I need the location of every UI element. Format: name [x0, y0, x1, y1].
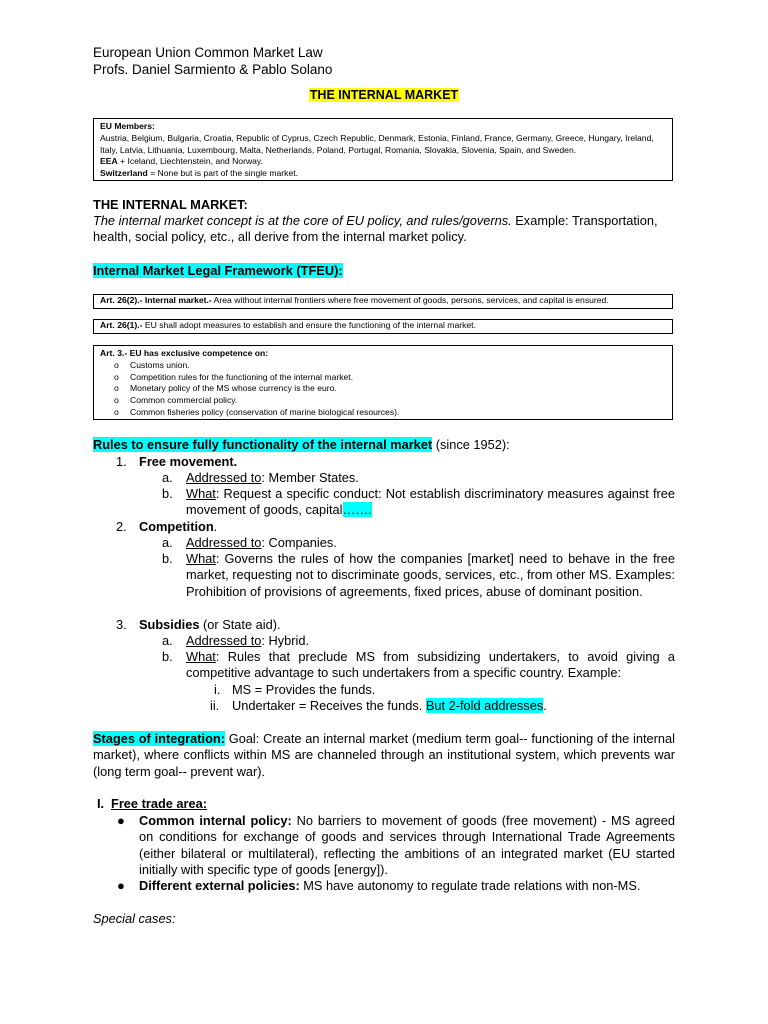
- letter-b: b.: [162, 649, 173, 664]
- letter-b: b.: [162, 486, 173, 501]
- what-text: What: Rules that preclude MS from subsidizing undertakers, to avoid giving a competitive advantage to such undertakers from a specific country. Example:: [186, 649, 675, 681]
- list-item: o Common commercial policy.: [100, 395, 666, 407]
- art-26-2-box: Art. 26(2).- Internal market.- Area without internal frontiers where free movement of goods, persons, services, and capital is ensured.: [93, 294, 673, 309]
- art-3-box: [93, 345, 673, 420]
- framework-heading: Internal Market Legal Framework (TFEU):: [93, 263, 343, 278]
- sub-item-ii: Undertaker = Receives the funds. But 2-fold addresses.: [232, 698, 547, 713]
- switzerland-label: Switzerland: [100, 168, 148, 179]
- list-item: o Competition rules for the functioning of the internal market.: [100, 372, 666, 384]
- addressed-to: Addressed to: Member States.: [186, 470, 359, 485]
- intro-heading: THE INTERNAL MARKET:: [93, 197, 248, 212]
- switzerland-text: = None but is part of the single market.: [147, 168, 298, 179]
- course-title: European Union Common Market Law: [93, 45, 323, 60]
- letter-a: a.: [162, 633, 173, 648]
- list-item: o Customs union.: [100, 360, 666, 372]
- bullet-common-internal-policy: ● Common internal policy: No barriers to movement of goods (free movement) - MS agreed on conditions for exchange of goods and services through International Trade Agreements (either bilateral or multilateral), reflecting the ambitions of an integrated market (EU started initially with specific type of goods [energy]).: [117, 813, 675, 878]
- members-list: Austria, Belgium, Bulgaria, Croatia, Republic of Cyprus, Czech Republic, Denmark, Estonia, Finland, France, Germany, Greece, Hungary, Ireland, Italy, Latvia, Lithuania, Luxembourg, Malta, Netherlands, Poland, Portugal, Romania, Slovakia, Slovenia, Spain, and Sweden.: [100, 132, 654, 155]
- letter-a: a.: [162, 535, 173, 550]
- stages-paragraph: Stages of integration: Goal: Create an internal market (medium term goal-- functioning of the internal market), where conflicts within MS are channeled through an institutional system, which prevents war (long term goal-- prevent war).: [93, 731, 675, 779]
- addressed-to: Addressed to: Companies.: [186, 535, 337, 550]
- rule-title: Subsidies (or State aid).: [139, 617, 281, 632]
- members-heading: EU Members:: [100, 121, 155, 131]
- eu-members-box: [93, 118, 673, 181]
- letter-b: b.: [162, 551, 173, 566]
- list-item: o Common fisheries policy (conservation of marine biological resources).: [100, 407, 666, 419]
- roman-ii: ii.: [210, 698, 220, 713]
- what-text: What: Request a specific conduct: Not establish discriminatory measures against free movement of goods, capital…….: [186, 486, 675, 518]
- eea-label: EEA: [100, 156, 118, 167]
- section-number: I.: [97, 796, 105, 811]
- special-cases: Special cases:: [93, 911, 176, 926]
- sub-item-i: MS = Provides the funds.: [232, 682, 376, 697]
- list-item: o Monetary policy of the MS whose currency is the euro.: [100, 383, 666, 395]
- free-trade-heading: Free trade area:: [111, 796, 208, 811]
- intro-paragraph: The internal market concept is at the core of EU policy, and rules/governs. Example: Transportation, health, social policy, etc., all derive from the internal market policy.: [93, 213, 658, 245]
- art-26-1-box: Art. 26(1).- EU shall adopt measures to establish and ensure the functioning of the internal market.: [93, 319, 673, 334]
- addressed-to: Addressed to: Hybrid.: [186, 633, 310, 648]
- letter-a: a.: [162, 470, 173, 485]
- rule-title: Competition.: [139, 519, 218, 534]
- document-title: THE INTERNAL MARKET: [309, 88, 459, 102]
- rule-number: 2.: [116, 519, 127, 534]
- rule-number: 1.: [116, 454, 127, 469]
- rule-number: 3.: [116, 617, 127, 632]
- rule-title: Free movement.: [139, 454, 238, 469]
- roman-i: i.: [214, 682, 221, 697]
- rules-heading: Rules to ensure fully functionality of the internal market (since 1952):: [93, 437, 510, 452]
- bullet-icon: ●: [117, 878, 125, 893]
- eea-text: + Iceland, Liechtenstein, and Norway.: [117, 156, 263, 167]
- art-3-list: [100, 360, 666, 419]
- bullet-icon: ●: [117, 813, 125, 828]
- professors-line: Profs. Daniel Sarmiento & Pablo Solano: [93, 62, 333, 77]
- what-text: What: Governs the rules of how the companies [market] need to behave in the free market, requesting not to discriminate goods, services, etc., from other MS. Examples: Prohibition of provisions of agreements, fixed prices, abuse of dominant position.: [186, 551, 675, 599]
- bullet-different-external-policies: ● Different external policies: MS have autonomy to regulate trade relations with non-MS.: [117, 878, 641, 893]
- art-3-heading: Art. 3.- EU has exclusive competence on:: [100, 348, 269, 358]
